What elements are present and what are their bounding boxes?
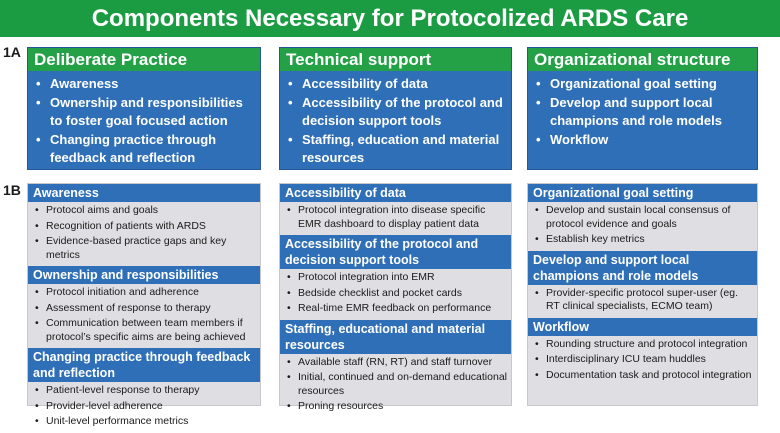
list-item: • Develop and support local champions and role models: [534, 94, 751, 130]
subheading: Staffing, educational and material resources: [280, 320, 511, 354]
list-item: • Proning resources: [284, 400, 507, 414]
detail-list: [28, 284, 260, 348]
list-item: • Workflow: [534, 131, 751, 149]
detail-list: [528, 336, 757, 387]
list-item: • Protocol aims and goals: [32, 204, 256, 218]
card-list: [528, 71, 757, 149]
list-item: • Organizational goal setting: [534, 75, 751, 93]
subheading: Accessibility of data: [280, 184, 511, 202]
subheading: Workflow: [528, 318, 757, 336]
list-item: • Protocol integration into disease specific EMR dashboard to display patient data: [284, 204, 507, 231]
list-item: • Provider-specific protocol super-user (eg. RT clinical specialists, ECMO team): [532, 287, 753, 314]
panel-organizational-structure-detail: [527, 183, 758, 406]
page-title: Components Necessary for Protocolized ARDS Care: [0, 0, 780, 37]
card-deliberate-practice: [27, 47, 261, 170]
list-item: • Communication between team members if protocol’s specific aims are being achieved: [32, 317, 256, 344]
list-item: • Initial, continued and on-demand educational resources: [284, 371, 507, 398]
card-list: [28, 71, 260, 167]
card-heading: Technical support: [280, 48, 511, 71]
card-organizational-structure: [527, 47, 758, 170]
list-item: • Staffing, education and material resources: [286, 131, 505, 167]
section-label-1a: 1A: [3, 44, 21, 60]
list-item: • Provider-level adherence: [32, 400, 256, 414]
list-item: • Patient-level response to therapy: [32, 384, 256, 398]
list-item: • Awareness: [34, 75, 254, 93]
list-item: • Accessibility of data: [286, 75, 505, 93]
section-label-1b: 1B: [3, 182, 21, 198]
subheading: Ownership and responsibilities: [28, 266, 260, 284]
card-heading: Organizational structure: [528, 48, 757, 71]
list-item: • Changing practice through feedback and reflection: [34, 131, 254, 167]
card-list: [280, 71, 511, 167]
list-item: • Recognition of patients with ARDS: [32, 220, 256, 234]
subheading: Awareness: [28, 184, 260, 202]
detail-list: [280, 269, 511, 320]
list-item: • Protocol integration into EMR: [284, 271, 507, 285]
list-item: • Protocol initiation and adherence: [32, 286, 256, 300]
list-item: • Ownership and responsibilities to foster goal focused action: [34, 94, 254, 130]
detail-list: [280, 354, 511, 418]
detail-list: [28, 382, 260, 433]
list-item: • Real-time EMR feedback on performance: [284, 302, 507, 316]
list-item: • Available staff (RN, RT) and staff turnover: [284, 356, 507, 370]
subheading: Organizational goal setting: [528, 184, 757, 202]
subheading: Develop and support local champions and role models: [528, 251, 757, 285]
list-item: • Interdisciplinary ICU team huddles: [532, 353, 753, 367]
list-item: • Develop and sustain local consensus of protocol evidence and goals: [532, 204, 753, 231]
list-item: • Unit-level performance metrics: [32, 415, 256, 429]
detail-list: [528, 285, 757, 318]
panel-deliberate-practice-detail: [27, 183, 261, 427]
detail-list: [528, 202, 757, 251]
panel-technical-support-detail: [279, 183, 512, 412]
card-heading: Deliberate Practice: [28, 48, 260, 71]
list-item: • Documentation task and protocol integration: [532, 369, 753, 383]
card-technical-support: [279, 47, 512, 170]
subheading: Changing practice through feedback and reflection: [28, 348, 260, 382]
subheading: Accessibility of the protocol and decision support tools: [280, 235, 511, 269]
detail-list: [280, 202, 511, 235]
list-item: • Bedside checklist and pocket cards: [284, 287, 507, 301]
list-item: • Accessibility of the protocol and decision support tools: [286, 94, 505, 130]
list-item: • Evidence-based practice gaps and key metrics: [32, 235, 256, 262]
list-item: • Establish key metrics: [532, 233, 753, 247]
list-item: • Rounding structure and protocol integration: [532, 338, 753, 352]
list-item: • Assessment of response to therapy: [32, 302, 256, 316]
detail-list: [28, 202, 260, 266]
